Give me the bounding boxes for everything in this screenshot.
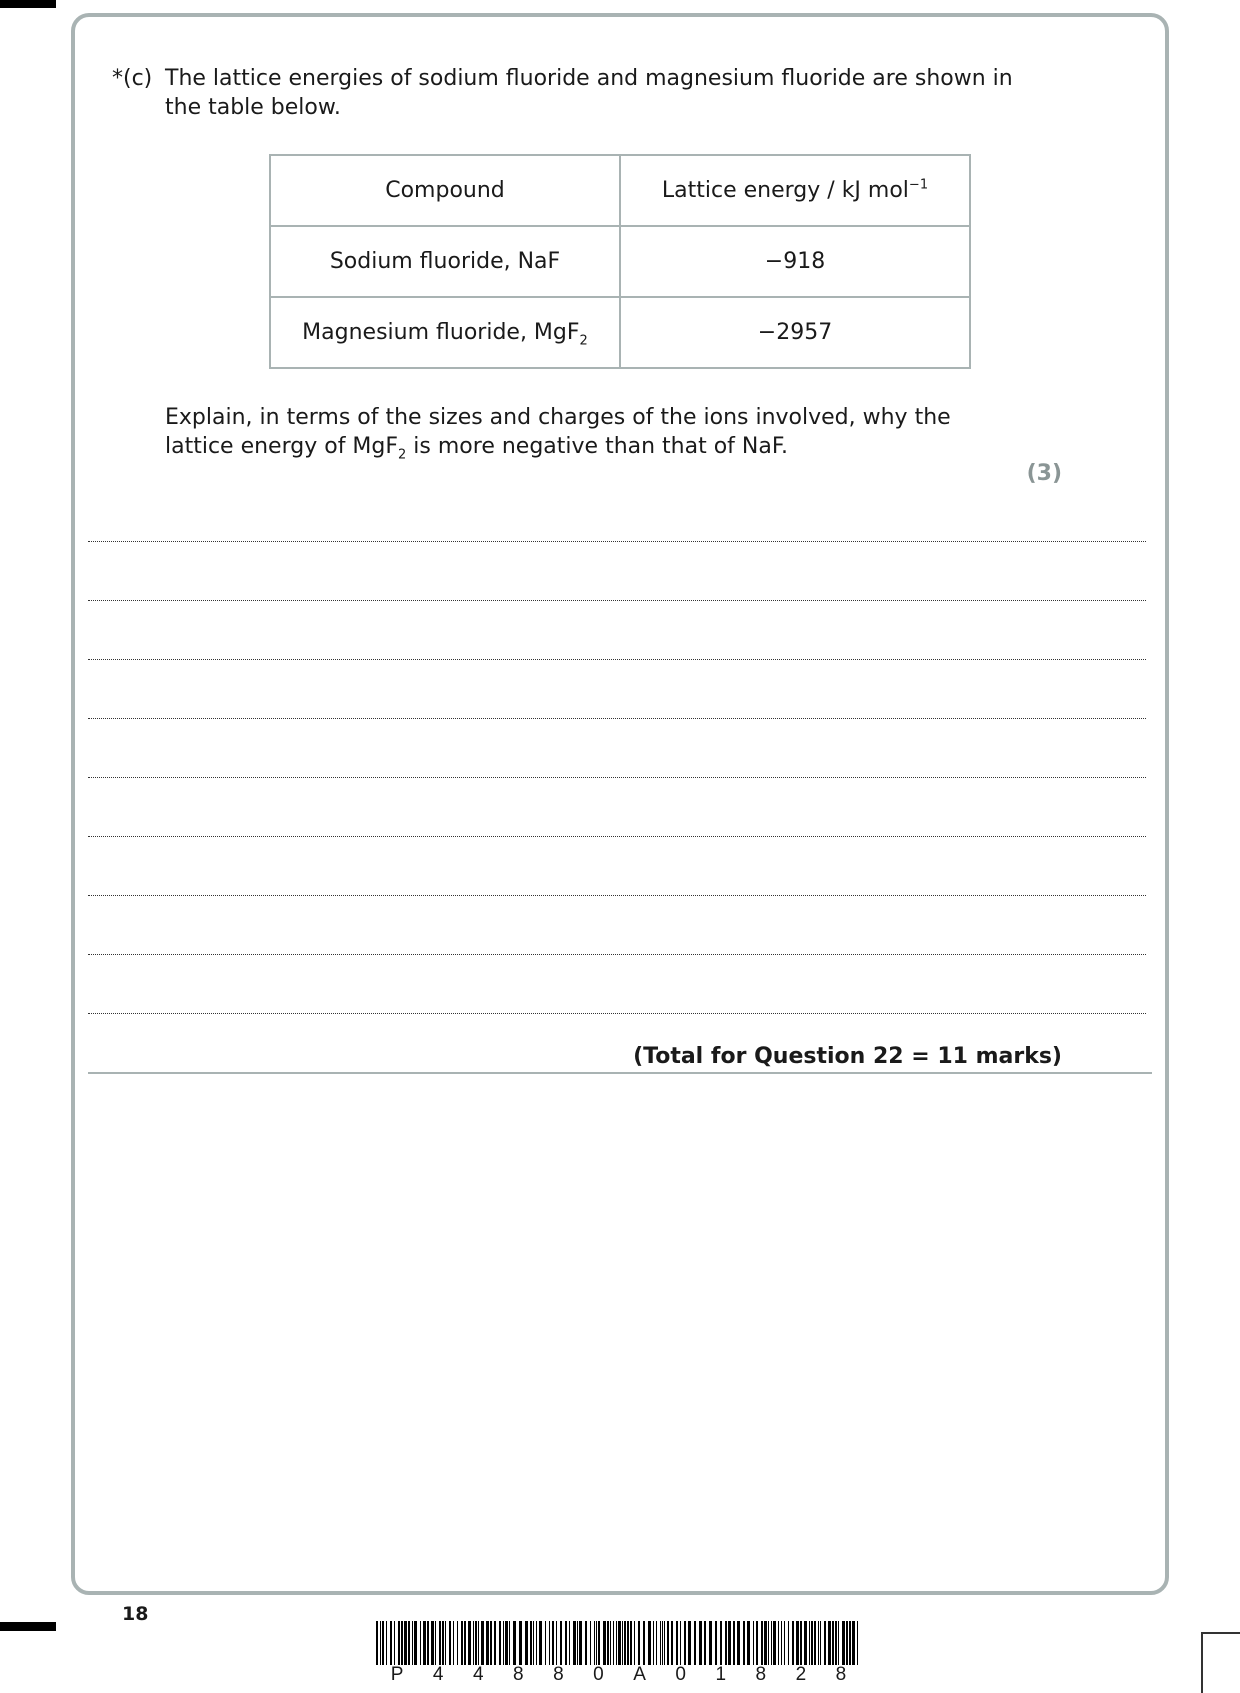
barcode-bar [720, 1621, 722, 1665]
barcode-bar [610, 1621, 611, 1665]
barcode-bar [660, 1621, 661, 1665]
barcode-bar [503, 1621, 504, 1665]
barcode-char: 1 [715, 1664, 727, 1685]
barcode-bar [778, 1621, 779, 1665]
barcode-bar [618, 1621, 621, 1665]
barcode-bar [832, 1621, 834, 1665]
barcode-bar [653, 1621, 654, 1665]
barcode-bar [382, 1621, 384, 1665]
barcode-bar [435, 1621, 436, 1665]
barcode-char: 2 [795, 1664, 807, 1685]
lattice-energy-table [269, 154, 971, 369]
barcode-bar [756, 1621, 758, 1665]
barcode-bar [809, 1621, 810, 1665]
barcode-bar [671, 1621, 673, 1665]
question-intro: The lattice energies of sodium fluoride and magnesium fluoride are shown in the table below. [165, 66, 1013, 120]
barcode-bar [764, 1621, 767, 1665]
barcode-bar [743, 1621, 745, 1665]
table-header-row [270, 155, 970, 226]
barcode-bar [771, 1621, 772, 1665]
barcode-bar [737, 1621, 740, 1665]
barcode-bar [533, 1621, 534, 1665]
barcode-bar [656, 1621, 657, 1665]
divider [88, 1072, 1152, 1074]
barcode-bar [505, 1621, 508, 1665]
barcode-bar [828, 1621, 831, 1665]
barcode-bar [842, 1621, 845, 1665]
barcode-bar [509, 1621, 510, 1665]
barcode-bar [788, 1621, 789, 1665]
page-number: 18 [122, 1603, 149, 1625]
barcode-char: 8 [513, 1664, 524, 1685]
corner-crop-mark [1201, 1632, 1240, 1693]
answer-line[interactable] [88, 895, 1146, 896]
barcode-char: 0 [675, 1664, 686, 1685]
barcode-bar [475, 1621, 477, 1665]
barcode-bar [824, 1621, 826, 1665]
answer-line[interactable] [88, 1013, 1146, 1014]
barcode-bar [398, 1621, 400, 1665]
header-lattice-energy: Lattice energy / kJ mol$^{-1}$ [620, 155, 970, 226]
barcode-bar [773, 1621, 776, 1665]
barcode-bar [838, 1621, 839, 1665]
barcode-bar [857, 1621, 858, 1665]
barcode-bar [768, 1621, 769, 1665]
barcode-char: 0 [593, 1664, 604, 1685]
barcode-bar [481, 1621, 484, 1665]
barcode-bar [442, 1621, 444, 1665]
barcode-bar [569, 1621, 570, 1665]
barcode-char: P [390, 1664, 404, 1685]
barcode-bar [457, 1621, 458, 1665]
barcode-bar [784, 1621, 785, 1665]
barcode-bar [530, 1621, 532, 1665]
table-row [270, 297, 970, 368]
barcode-char: 8 [835, 1664, 847, 1685]
barcode-bar [753, 1621, 754, 1665]
barcode-bar [709, 1621, 712, 1665]
barcode-bar [598, 1621, 600, 1665]
barcode-bar [499, 1621, 501, 1665]
question-c [112, 64, 1032, 122]
barcode-bar [725, 1621, 727, 1665]
barcode-bar [648, 1621, 651, 1665]
barcode-bar [634, 1621, 635, 1665]
barcode-bar [699, 1621, 702, 1665]
barcode-bar [792, 1621, 794, 1665]
barcode-bar [386, 1621, 387, 1665]
barcode-bar [680, 1621, 681, 1665]
barcode-bar [728, 1621, 731, 1665]
barcode-bar [486, 1621, 489, 1665]
barcode-bar [453, 1621, 454, 1665]
barcode-bar [404, 1621, 407, 1665]
barcode-bar [513, 1621, 516, 1665]
barcode-bar [622, 1621, 623, 1665]
answer-line[interactable] [88, 954, 1146, 955]
barcode-bar [643, 1621, 645, 1665]
barcode-bar [560, 1621, 562, 1665]
question-total: (Total for Question 22 = 11 marks) [633, 1044, 1062, 1069]
barcode-bar [733, 1621, 735, 1665]
answer-line[interactable] [88, 600, 1146, 601]
barcode-bar [715, 1621, 717, 1665]
barcode-bar [420, 1621, 421, 1665]
barcode-bar [688, 1621, 691, 1665]
barcode-bar [664, 1621, 665, 1665]
barcode-bar [761, 1621, 763, 1665]
barcode-bar [473, 1621, 474, 1665]
barcode-bar [519, 1621, 522, 1665]
barcode-bar [590, 1621, 591, 1665]
barcode-bar [667, 1621, 669, 1665]
barcode-bar [616, 1621, 617, 1665]
barcode-bar [846, 1621, 848, 1665]
barcode-bar [539, 1621, 542, 1665]
barcode-bar [545, 1621, 546, 1665]
barcode-bar [607, 1621, 609, 1665]
barcode-bar [630, 1621, 632, 1665]
barcode-bar [380, 1621, 381, 1665]
barcode-bar [478, 1621, 479, 1665]
question-prompt: Explain, in terms of the sizes and charges of the ions involved, why the lattice energy of MgF$_2$ is more negative than that of NaF. [165, 405, 951, 463]
compound-cell: Magnesium fluoride, MgF$_2$ [270, 297, 620, 368]
barcode-bar [676, 1621, 678, 1665]
barcode-bar [577, 1621, 578, 1665]
compound-cell: Sodium fluoride, NaF [270, 226, 620, 297]
barcode-text [376, 1664, 861, 1686]
barcode-bar [585, 1621, 587, 1665]
barcode-bar [468, 1621, 471, 1665]
barcode-bar [579, 1621, 582, 1665]
header-compound: Compound [270, 155, 620, 226]
barcode-bar [804, 1621, 807, 1665]
barcode-char: 8 [553, 1664, 564, 1685]
barcode-bar [556, 1621, 557, 1665]
barcode-bar [694, 1621, 696, 1665]
barcode-bar [490, 1621, 492, 1665]
barcode-bar [684, 1621, 686, 1665]
barcode-bar [818, 1621, 819, 1665]
barcode-bar [603, 1621, 606, 1665]
barcode-bar [445, 1621, 446, 1665]
registration-mark-bottom [0, 1622, 56, 1631]
barcode-bar [408, 1621, 410, 1665]
barcode-bar [552, 1621, 554, 1665]
barcode-bar [412, 1621, 413, 1665]
barcode-bar [549, 1621, 550, 1665]
barcode [376, 1621, 861, 1665]
barcode-bar [461, 1621, 463, 1665]
barcode-bar [811, 1621, 813, 1665]
barcode-bar [427, 1621, 429, 1665]
answer-line[interactable] [88, 541, 1146, 542]
answer-line[interactable] [88, 777, 1146, 778]
barcode-bar [573, 1621, 576, 1665]
barcode-bar [439, 1621, 441, 1665]
barcode-char: A [633, 1664, 646, 1685]
answer-line[interactable] [88, 836, 1146, 837]
barcode-bar [800, 1621, 802, 1665]
barcode-bar [394, 1621, 395, 1665]
barcode-bar [431, 1621, 434, 1665]
barcode-bar [464, 1621, 466, 1665]
barcode-bar [781, 1621, 782, 1665]
energy-cell: −2957 [620, 297, 970, 368]
barcode-bar [494, 1621, 496, 1665]
barcode-bar [852, 1621, 855, 1665]
registration-mark-top [0, 0, 56, 8]
barcode-char: 4 [472, 1664, 484, 1685]
answer-line[interactable] [88, 659, 1146, 660]
barcode-bar [747, 1621, 750, 1665]
question-number: *(c) [112, 66, 153, 91]
barcode-bar [638, 1621, 640, 1665]
barcode-bar [414, 1621, 417, 1665]
barcode-bar [796, 1621, 799, 1665]
table-row [270, 226, 970, 297]
barcode-bar [565, 1621, 567, 1665]
barcode-bar [814, 1621, 816, 1665]
barcode-bar [401, 1621, 403, 1665]
barcode-bar [596, 1621, 597, 1665]
barcode-bar [835, 1621, 837, 1665]
barcode-bar [390, 1621, 392, 1665]
barcode-bar [820, 1621, 821, 1665]
barcode-bar [627, 1621, 629, 1665]
barcode-char: 8 [755, 1664, 767, 1685]
answer-line[interactable] [88, 718, 1146, 719]
barcode-bar [613, 1621, 614, 1665]
barcode-bar [662, 1621, 663, 1665]
barcode-bar [525, 1621, 528, 1665]
energy-cell: −918 [620, 226, 970, 297]
barcode-bar [849, 1621, 851, 1665]
barcode-bar [536, 1621, 537, 1665]
barcode-bar [594, 1621, 595, 1665]
barcode-char: 4 [432, 1664, 444, 1685]
barcode-bar [704, 1621, 706, 1665]
barcode-bar [423, 1621, 426, 1665]
barcode-bar [376, 1621, 378, 1665]
barcode-bar [624, 1621, 626, 1665]
marks-available: (3) [1026, 461, 1062, 486]
barcode-bar [449, 1621, 451, 1665]
